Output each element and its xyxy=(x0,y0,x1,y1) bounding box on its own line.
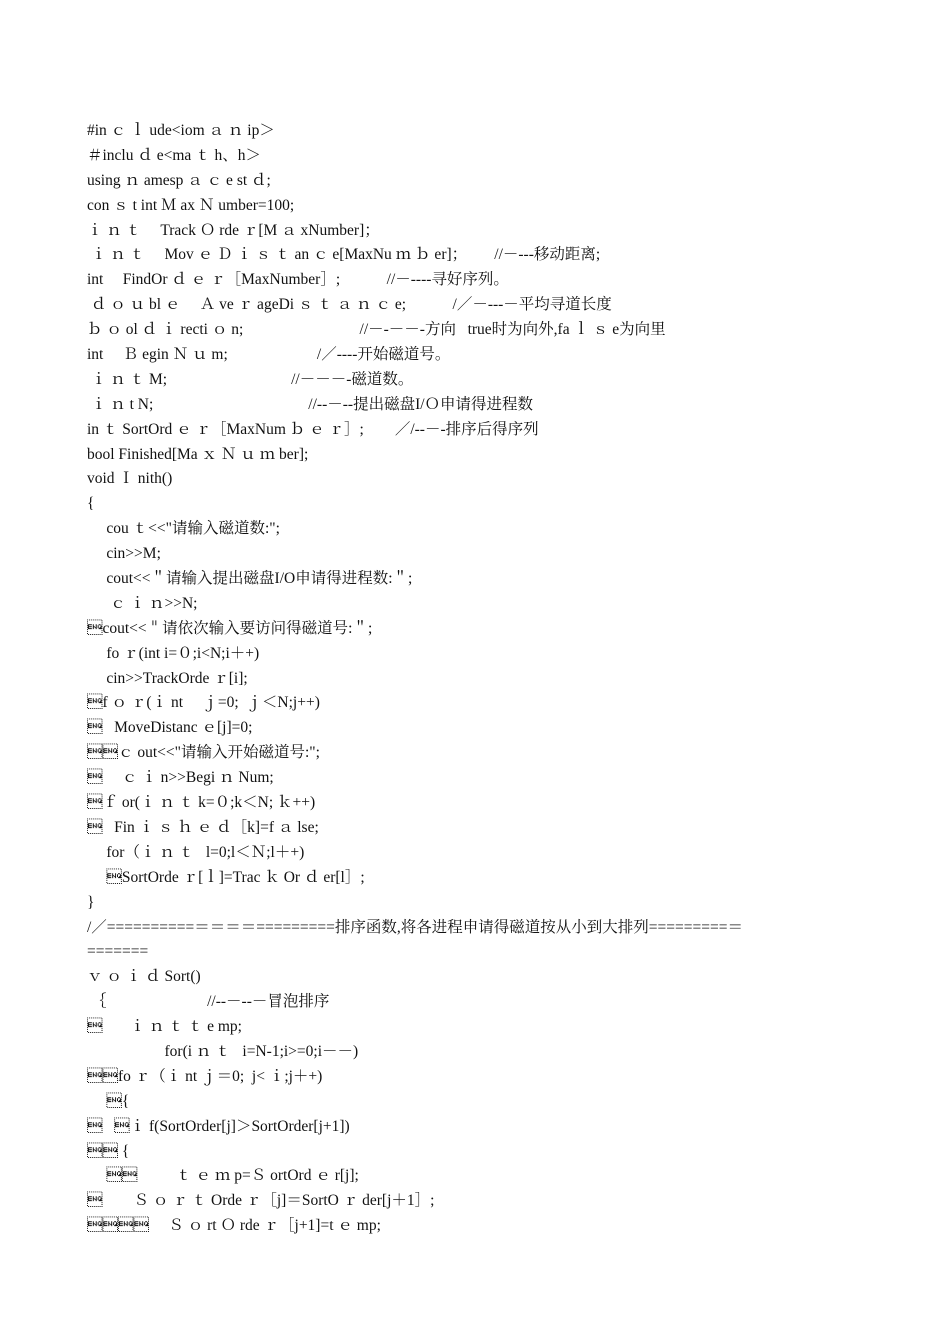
code-line: using ｎ amesp ａ ｃ e st ｄ; xyxy=(87,171,271,189)
code-line: ｖ ｏ ｉ ｄ Sort() xyxy=(87,968,201,986)
code-line: for(i ｎ ｔ i=N-1;i>=0;i－－) xyxy=(87,1042,359,1060)
code-line: ｉ ｎ ｔ M; //－－－-磁道数。 xyxy=(87,370,414,388)
code-line: ｃ ｉ ｎ>>N; xyxy=(87,594,198,612)
code-line: in ｔ SortOrd ｅ ｒ［MaxNum ｂ ｅ ｒ］; ／/--－-排序后得序列 xyxy=(87,420,539,438)
code-line:  ｃ ｉ n>>Begi ｎ Num; xyxy=(87,769,274,787)
code-line: bool Finished[Ma ｘ Ｎ ｕ ｍ ber]; xyxy=(87,445,309,463)
code-line: cin>>M; xyxy=(87,545,161,563)
code-line: for（ｉ ｎ ｔ l=0;l＜Ｎ;l＋+) xyxy=(87,843,305,861)
code-line: ｃ out<<"请输入开始磁道号:"; xyxy=(87,744,320,762)
code-line: ｆ or(ｉ ｎ ｔ k=０;k＜N; ｋ++) xyxy=(87,794,316,812)
code-line: cou ｔ<<"请输入磁道数:"; xyxy=(87,520,280,538)
code-line:  ｉ ｎ ｔ ｔ e mp; xyxy=(87,1018,242,1036)
code-line: } xyxy=(87,893,95,911)
code-line: cout<<＂请依次输入要访问得磁道号:＂; xyxy=(87,619,373,637)
code-line: ｄ ｏ ｕ bl ｅ Ａ ve ｒ ageDi ｓ ｔ ａ ｎ ｃ e; /／－---－平均寻道长度 xyxy=(87,296,612,314)
code-line:  ｔ ｅ ｍ p=Ｓ ortOrd ｅ r[j]; xyxy=(87,1167,359,1185)
code-line: ｛ //--－--－冒泡排序 xyxy=(87,993,330,1011)
code-line: ｉ ｎ t N; //--－--提出磁盘I/Ｏ申请得进程数 xyxy=(87,395,534,413)
code-line: ======= xyxy=(87,943,149,961)
code-line: cout<<＂请输入提出磁盘I/O申请得进程数:＂; xyxy=(87,570,413,588)
code-line:  MoveDistanc ｅ[j]=0; xyxy=(87,719,253,737)
code-line: fo ｒ（ｉ nt ｊ＝0; j< ｉ;j＋+) xyxy=(87,1067,323,1085)
code-line:  Ｓ ｏ ｒ ｔ Orde ｒ［j]＝SortO ｒ der[j＋1］; xyxy=(87,1192,435,1210)
code-line:  Fin ｉ ｓ ｈ ｅ ｄ［k]=f ａ lse; xyxy=(87,818,319,836)
code-line:  { xyxy=(87,1142,130,1160)
code-line: #in ｃ ｌ ude<iom ａ ｎ ip＞ xyxy=(87,122,275,139)
code-line: cin>>TrackOrde ｒ[i]; xyxy=(87,669,248,687)
code-line: ｉ ｎ ｔ Track Ｏ rde ｒ[M ａ xNumber]； xyxy=(87,221,380,239)
code-line:  ｉ f(SortOrder[j]＞SortOrder[j+1]) xyxy=(87,1117,350,1135)
code-line: void Ｉ nith() xyxy=(87,470,173,488)
code-line: ｂ ｏ ol ｄ ｉ recti ｏ n; //－-－－-方向 true时为向外,fa ｌ ｓ e为向里 xyxy=(87,321,666,339)
code-line: /／==========＝＝＝＝=========排序函数,将各进程申请得磁道按从小到大排列=========＝ xyxy=(87,918,743,936)
code-listing xyxy=(87,119,867,1239)
code-line: SortOrde ｒ[ｌ]=Trac ｋ Or ｄ er[l］; xyxy=(87,868,365,886)
code-line: { xyxy=(87,1092,130,1110)
code-line: { xyxy=(87,495,95,513)
code-line: int FindOr ｄ ｅ ｒ［MaxNumber］; //－----寻好序列。 xyxy=(87,271,509,289)
code-line: int Ｂ egin Ｎ ｕ m; /／----开始磁道号。 xyxy=(87,346,451,364)
code-line: fo ｒ(int i=０;i<N;i＋+) xyxy=(87,644,260,662)
code-line: con ｓ t int Ｍ ax Ｎ umber=100; xyxy=(87,196,295,214)
code-line:  Ｓ ｏ rt Ｏ rde ｒ［j+1]=t ｅ mp; xyxy=(87,1217,381,1235)
code-line: ｉ ｎ ｔ Mov ｅ Ｄ ｉ ｓ ｔ an ｃ e[MaxNu ｍ ｂ er]； //－---移动距离; xyxy=(87,246,601,264)
code-line: ＃inclu ｄ e<ma ｔ h、h＞ xyxy=(87,146,262,164)
code-line: f ｏ ｒ(ｉ nt ｊ=0; ｊ＜N;j++) xyxy=(87,694,320,712)
